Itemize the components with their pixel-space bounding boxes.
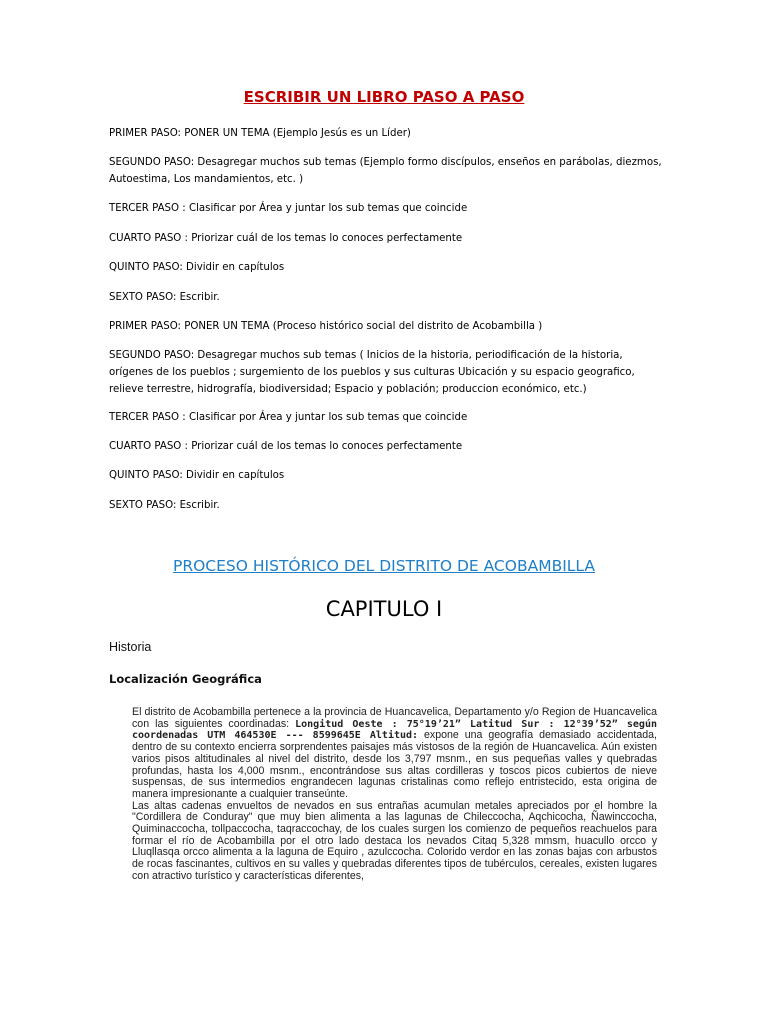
step-line: CUARTO PASO : Priorizar cuál de los temas lo conoces perfectamente (109, 233, 463, 244)
body-text (132, 707, 657, 883)
section-title-link[interactable]: PROCESO HISTÓRICO DEL DISTRITO DE ACOBAMBILLA (172, 557, 596, 575)
step-line: CUARTO PASO : Priorizar cuál de los temas lo conoces perfectamente (109, 441, 463, 452)
step-line: QUINTO PASO: Dividir en capítulos (109, 470, 285, 481)
chapter-heading: CAPITULO I (325, 597, 443, 621)
step-line: QUINTO PASO: Dividir en capítulos (109, 262, 285, 273)
step-line: SEXTO PASO: Escribir. (109, 292, 220, 303)
document-title: ESCRIBIR UN LIBRO PASO A PASO (243, 88, 525, 106)
location-heading: Localización Geográfica (109, 672, 262, 686)
subheading-historia: Historia (109, 640, 152, 654)
paragraph-text: expone una geografía demasiado accidentada, dentro de su contexto encierra sorprendentes paisajes más vistosos de la región de Huancavelica. Aún existen varios pisos altitudinales al nivel del distrito, desde los 3,797 msnm., en sus pequeñas valles y quebradas profundas, hasta los 4,000 msnm., encontrándose sus altas cordilleras y toscos picos cubiertos de nieve suspensas, de sus intermedios engrandecen lagunas cristalinas como reflejo entristecido, esta origina de manera impresionante a cualquier transeúnte. (132, 729, 657, 800)
paragraph: Las altas cadenas envueltos de nevados en sus entrañas acumulan metales apreciados por el hombre la "Cordillera de Conduray" que muy bien alimenta a las lagunas de Chileccocha, Aqchicocha, Ñawinccocha, Quiminaccocha, tollpaccocha, taqraccochay, de los cuales surgen los comienzo de pequeños reachuelos para formar el río de Acobambilla por el otro lado destaca los nevados Citaq 5,328 mmsm, huacullo orcco y Lluqllasqa orcco alimenta a la laguna de Equiro , azulccocha. Colorido verdor en las zonas bajas con arbustos de rocas fascinantes, cultivos en su valles y quebradas diferentes tipos de tubérculos, cereales, existen lugares con atractivo turístico y características diferentes, (132, 799, 657, 882)
step-line: PRIMER PASO: PONER UN TEMA (Ejemplo Jesús es un Líder) (109, 128, 411, 139)
paragraph (132, 707, 657, 801)
paragraph-text: El distrito de Acobambilla pertenece a la provincia de Huancavelica, Departamento y/o Region de Huancavelica con las siguientes coordinadas: (132, 706, 657, 730)
step-line: SEGUNDO PASO: Desagregar muchos sub temas (Ejemplo formo discípulos, enseños en parábolas, diezmos, Autoestima, Los mandamientos, etc. ) (109, 157, 662, 185)
coordinates-text: Longitud Oeste : 75°19’21” Latitud Sur : 12°39’52” según coordenadas UTM 464530E --- 8599645E Altitud: (132, 718, 657, 742)
step-line: TERCER PASO : Clasificar por Área y juntar los sub temas que coincide (109, 203, 468, 214)
step-line: SEXTO PASO: Escribir. (109, 500, 220, 511)
step-line: PRIMER PASO: PONER UN TEMA (Proceso histórico social del distrito de Acobambilla ) (109, 321, 543, 332)
step-line: TERCER PASO : Clasificar por Área y juntar los sub temas que coincide (109, 412, 468, 423)
step-line: SEGUNDO PASO: Desagregar muchos sub temas ( Inicios de la historia, periodificación de la historia, orígenes de los pueblos ; surgemiento de los pueblos y sus culturas Ubicación y su espacio geografico, relieve terrestre, hidrografía, biodiversidad; Espacio y población; produccion económico, etc.) (109, 350, 635, 395)
